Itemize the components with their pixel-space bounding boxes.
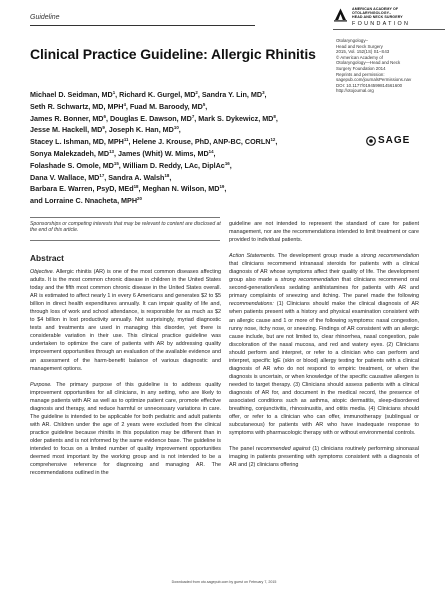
- journal-info-line: © American Academy of: [336, 54, 383, 60]
- author: [110, 114, 198, 123]
- author: [30, 161, 123, 170]
- author-name: Dana V. Wallace, MD: [30, 172, 100, 182]
- author: [30, 149, 118, 158]
- author: [142, 184, 226, 193]
- author-affiliation-number: 5: [202, 101, 206, 107]
- author-name: Stacey L. Ishman, MD, MPH: [30, 137, 124, 147]
- author: [30, 137, 133, 146]
- author-name: William D. Reddy, LAc, DiplAc: [122, 160, 225, 170]
- header-rule: [30, 25, 255, 26]
- author-affiliation-number: 6: [103, 113, 106, 119]
- panel-recommended-against-paragraph: [229, 445, 419, 469]
- author-affiliation-number: 18: [164, 172, 170, 178]
- logo-line-1: AMERICAN ACADEMY OF: [352, 7, 399, 11]
- note-rule-top: [30, 217, 220, 218]
- logo-line-2: OTOLARYNGOLOGY–: [352, 11, 392, 16]
- journal-info-line: DOI: 10.1177/0194599814561600: [336, 82, 403, 88]
- sage-logo: [366, 135, 410, 146]
- action-statements-label: Action Statements.: [229, 253, 276, 260]
- aao-hns-logo-text: [352, 7, 442, 20]
- objective-paragraph: [30, 268, 221, 373]
- author-affiliation-number: 11: [123, 137, 129, 143]
- author: [30, 114, 110, 123]
- journal-info: [336, 38, 444, 94]
- action-text-1: The development group made a: [277, 253, 359, 260]
- author-separator: ,: [138, 184, 143, 194]
- author-separator: ,: [128, 137, 133, 147]
- author-separator: ,: [275, 113, 278, 123]
- objective-label: Objective.: [30, 269, 55, 275]
- author-separator: ,: [169, 172, 172, 182]
- author-separator: ,: [205, 101, 208, 111]
- author-affiliation-number: 3: [262, 90, 265, 95]
- author-affiliation-number: 16: [224, 160, 230, 166]
- action-text-4: (1) Clinicians should make the clinical diagnosis of AR when patients present with a history and physical examination consistent with an allergic cause and 1 or more of the following symptoms: nasal congestion, runny nose, itchy nose, or sneezing. Findings of AR consistent with an allergic cause include, but are not limited to, clear rhinorrhea, nasal congestion, pale discoloration of the nasal mucosa, and red and watery eyes. (2) Clinicians should perform and interpret, or refer to a clinician who can perform and interpret, specific IgE (skin or blood) allergy testing for patients with a clinical diagnosis of AR who do not respond to empiric treatment, or when the diagnosis is uncertain, or when knowledge of the specific causative allergen is needed to target therapy. (3) Clinicians should assess patients with a clinical diagnosis of AR for, and document in the medical record, the presence of associated conditions such as asthma, atopic dermatitis, sleep-disordered breathing, conjunctivitis, rhinosinusitis, and otitis media. (4) Clinicians should offer, or refer to a clinician who can offer, immunotherapy (sublingual or subcutaneous) for patients with AR who have inadequate response to symptoms with pharmacologic therapy with or without environmental controls.: [229, 301, 419, 437]
- author-name: James (Whit) W. Mims, MD: [117, 148, 209, 158]
- author-affiliation-number: 4: [123, 101, 126, 107]
- journal-info-line: http://otojournal.org: [336, 88, 374, 94]
- article-title: Clinical Practice Guideline: Allergic Rhinitis: [30, 46, 316, 62]
- author-name: and Lorraine C. Nnacheta, MPH: [30, 196, 138, 206]
- journal-info-line: Head and Neck Surgery: [336, 43, 383, 49]
- foundation-rule: [333, 29, 445, 30]
- purpose-label: Purpose.: [30, 381, 52, 388]
- action-text-2: that clinicians recommend intranasal steroids for patients with a clinical diagnosis of AR whose symptoms affect their quality of life. The development group also made a: [229, 261, 419, 284]
- logo-line-3: HEAD AND NECK SURGERY: [352, 15, 403, 20]
- author-name: Michael D. Seidman, MD: [30, 90, 113, 99]
- author-name: Sonya Malekzadeh, MD: [30, 148, 110, 158]
- author: [202, 90, 267, 99]
- action-text-3: that clinicians recommend oral second-generation/less sedating antihistamines for patients with AR and primary complaints of sneezing and itching. The panel made the following: [229, 277, 420, 300]
- author-affiliation-number: 9: [102, 125, 105, 131]
- strong-recommendation-1: strong recommendation: [360, 253, 420, 260]
- author-separator: ,: [197, 90, 202, 99]
- author-name: Fuad M. Baroody, MD: [129, 101, 203, 111]
- author-name: Helene J. Krouse, PhD, ANP-BC, CORLN: [132, 137, 271, 147]
- author: [118, 149, 216, 158]
- author: [30, 125, 109, 134]
- author-affiliation-number: 15: [113, 160, 119, 166]
- abstract-left-column: [30, 268, 221, 477]
- author: [130, 102, 207, 111]
- author-name: Barbara E. Warren, PsyD, MEd: [30, 184, 134, 194]
- abstract-right-column: [229, 220, 419, 469]
- competing-interests-note: Sponsorships or competing interests that may be relevant to content are disclosed at the end of this article.: [30, 221, 221, 234]
- author-name: Richard K. Gurgel, MD: [119, 90, 196, 99]
- author-affiliation-number: 19: [219, 184, 225, 190]
- author-affiliation-number: 14: [208, 148, 214, 154]
- sage-logo-text: SAGE: [378, 135, 411, 146]
- section-label: Guideline: [30, 14, 60, 21]
- author-affiliation-number: 2: [195, 90, 198, 95]
- purpose-paragraph: [30, 381, 221, 478]
- author: [108, 173, 171, 182]
- recommended-against-label: recommended against: [255, 446, 311, 453]
- author-separator: ,: [213, 148, 216, 158]
- author-name: Mark S. Dykewicz, MD: [198, 113, 274, 123]
- author: [30, 90, 119, 99]
- author-name: Folashade S. Omole, MD: [30, 160, 114, 170]
- author-affiliation-number: 7: [191, 113, 195, 119]
- author-name: Sandra Y. Lin, MD: [201, 90, 263, 99]
- journal-info-line: Otolaryngology—Head and Neck: [336, 60, 401, 66]
- author: [198, 114, 278, 123]
- author-list: [30, 88, 335, 206]
- journal-info-line: Otolaryngology–: [336, 38, 368, 43]
- journal-info-line: Surgery Foundation 2014: [336, 65, 386, 71]
- author-separator: ,: [178, 125, 181, 135]
- author-name: James R. Bonner, MD: [30, 113, 104, 123]
- author-separator: ,: [275, 137, 278, 147]
- author-affiliation-number: 10: [173, 125, 179, 131]
- journal-info-line: 2015, Vol. 152(1S) S1–S43: [336, 49, 390, 55]
- author-separator: ,: [264, 90, 267, 99]
- panel-text-2: (1) clinicians routinely performing sinonasal imaging in patients presenting with symptoms consistent with a diagnosis of AR and (2) clinicians offering: [229, 446, 420, 469]
- author-separator: ,: [113, 148, 118, 158]
- author: [109, 125, 181, 134]
- journal-info-line: Reprints and permission:: [336, 71, 385, 77]
- strong-recommendation-2: strong recommendation: [280, 277, 339, 284]
- author-affiliation-number: 18: [133, 184, 139, 190]
- author-separator: ,: [229, 160, 232, 170]
- note-rule-bottom: [30, 240, 220, 241]
- author: [30, 184, 142, 193]
- author: [119, 90, 202, 99]
- logo-foundation: FOUNDATION: [352, 21, 411, 27]
- abstract-heading: Abstract: [30, 253, 64, 263]
- author-separator: ,: [224, 184, 227, 194]
- author-name: Sandra A. Walsh: [108, 172, 165, 182]
- download-footer: Downloaded from oto.sagepub.com by guest on February 7, 2015: [171, 580, 277, 584]
- recommendations-label: recommendations:: [229, 301, 274, 308]
- author-name: Jesse M. Hackell, MD: [30, 125, 103, 135]
- author-name: Meghan N. Wilson, MD: [142, 184, 220, 194]
- journal-info-line: sagepub.com/journalsPermissions.nav: [336, 77, 412, 83]
- author-affiliation-number: 8: [273, 113, 276, 119]
- purpose-continued: guideline are not intended to represent the standard of care for patient management, nor are the recommendations intended to limit treatment or care provided to individual patients.: [229, 221, 419, 244]
- author-separator: ,: [194, 113, 199, 123]
- author-separator: ,: [118, 160, 123, 170]
- author-separator: ,: [104, 172, 109, 182]
- author-affiliation-number: 13: [109, 148, 114, 154]
- author-affiliation-number: 17: [99, 172, 105, 178]
- author: [123, 161, 232, 170]
- objective-text: Allergic rhinitis (AR) is one of the most common diseases affecting adults. It is the most common chronic disease in children in the United States today and the fifth most common chronic disease in the United States overall. AR is estimated to affect nearly 1 in every 6 Americans and generates $2 to $5 billion in direct health expenditures annually. It can impair quality of life and, through loss of work and school attendance, is responsible for as much as $2 to $4 billion in lost productivity annually. Not surprisingly, myriad diagnostic tests and treatments are used in managing this disorder, yet there is considerable variation in their use. This clinical practice guideline was undertaken to optimize the care of patients with AR by addressing quality improvement opportunities through an evaluation of the available evidence and an assessment of the harm-benefit balance of various diagnostic and management options.: [30, 269, 222, 372]
- author-name: Seth R. Schwartz, MD, MPH: [30, 101, 124, 111]
- aao-hns-logo-icon: [333, 7, 348, 22]
- author-separator: ,: [104, 125, 109, 135]
- author: [30, 173, 108, 182]
- author-affiliation-number: 12: [270, 137, 276, 143]
- author-name: Douglas E. Dawson, MD: [109, 113, 192, 123]
- author-separator: ,: [115, 90, 120, 99]
- author-separator: ,: [105, 113, 110, 123]
- panel-text-1: The panel: [229, 446, 254, 453]
- action-statements-paragraph: [229, 252, 419, 437]
- sage-circle-icon: [366, 136, 376, 146]
- author: [30, 102, 130, 111]
- author: [30, 196, 142, 205]
- author-affiliation-number: 20: [137, 196, 142, 202]
- author-affiliation-number: 1: [112, 90, 116, 95]
- author: [133, 137, 278, 146]
- author-separator: ,: [125, 101, 130, 111]
- purpose-text: The primary purpose of this guideline is to address quality improvement opportunities for all clinicians, in any setting, who are likely to manage patients with AR as well as to optimize patient care, promote effective diagnosis and therapy, and reduce harmful or unnecessary variations in care. The guideline is intended to be applicable for both pediatric and adult patients with AR. Children under the age of 2 years were excluded from the clinical practice guideline because rhinitis in this population may be different than in older patients and is not informed by the same evidence base. The guideline is intended to focus on a limited number of quality improvement opportunities deemed most important by the working group and is not intended to be a comprehensive reference for diagnosing and managing AR. The recommendations outlined in the: [30, 381, 221, 477]
- author-name: Joseph K. Han, MD: [108, 125, 174, 135]
